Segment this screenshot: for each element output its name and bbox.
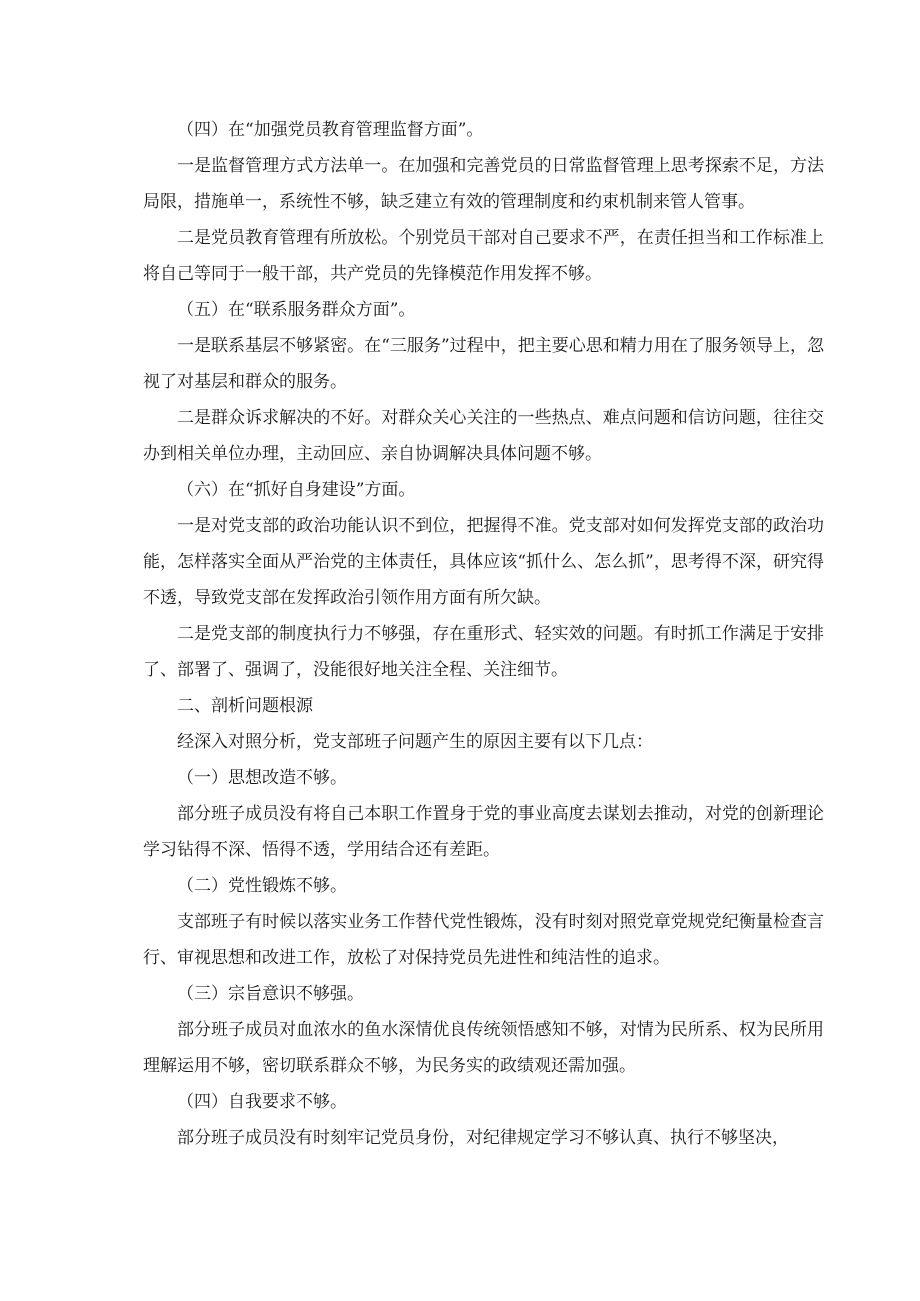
paragraph: 一是监督管理方式方法单一。在加强和完善党员的日常监督管理上思考探索不足，方法局限，措施单一，系统性不够，缺乏建立有效的管理制度和约束机制来管人管事。 [143,156,824,212]
paragraph: 一是联系基层不够紧密。在“三服务”过程中，把主要心思和精力用在了服务领导上，忽视了对基层和群众的服务。 [143,336,824,392]
section-heading-5: （五）在“联系服务群众方面”。 [177,300,416,320]
paragraph: 一是对党支部的政治功能认识不到位，把握得不准。党支部对如何发挥党支部的政治功能，怎样落实全面从严治党的主体责任，具体应该“抓什么、怎么抓”，思考得不深，研究得不透，导致党支部在发挥政治引领作用方面有所欠缺。 [143,516,824,608]
paragraph: 二是党员教育管理有所放松。个别党员干部对自己要求不严，在责任担当和工作标准上将自己等同于一般干部，共产党员的先锋模范作用发挥不够。 [143,228,824,284]
section-heading-4: （四）在“加强党员教育管理监督方面”。 [177,120,484,140]
paragraph: 部分班子成员没有将自己本职工作置身于党的事业高度去谋划去推动，对党的创新理论学习钻得不深、悟得不透，学用结合还有差距。 [143,804,824,860]
paragraph: 二是党支部的制度执行力不够强，存在重形式、轻实效的问题。有时抓工作满足于安排了、部署了、强调了，没能很好地关注全程、关注细节。 [143,624,824,680]
subheading-1: （一）思想改造不够。 [177,768,347,788]
subheading-4: （四）自我要求不够。 [177,1092,347,1112]
subheading-3: （三）宗旨意识不够强。 [177,984,364,1004]
section-heading-6: （六）在“抓好自身建设”方面。 [177,480,416,500]
paragraph: 部分班子成员对血浓水的鱼水深情优良传统领悟感知不够，对情为民所系、权为民所用理解运用不够，密切联系群众不够，为民务实的政绩观还需加强。 [143,1020,824,1076]
paragraph: 支部班子有时候以落实业务工作替代党性锻炼，没有时刻对照党章党规党纪衡量检查言行、审视思想和改进工作，放松了对保持党员先进性和纯洁性的追求。 [143,912,824,968]
section-heading-root-causes: 二、剖析问题根源 [177,696,313,716]
paragraph: 部分班子成员没有时刻牢记党员身份，对纪律规定学习不够认真、执行不够坚决， [177,1128,789,1148]
subheading-2: （二）党性锻炼不够。 [177,876,347,896]
paragraph: 二是群众诉求解决的不好。对群众关心关注的一些热点、难点问题和信访问题，往往交办到相关单位办理，主动回应、亲自协调解决具体问题不够。 [143,408,824,464]
paragraph: 经深入对照分析，党支部班子问题产生的原因主要有以下几点： [177,732,653,752]
